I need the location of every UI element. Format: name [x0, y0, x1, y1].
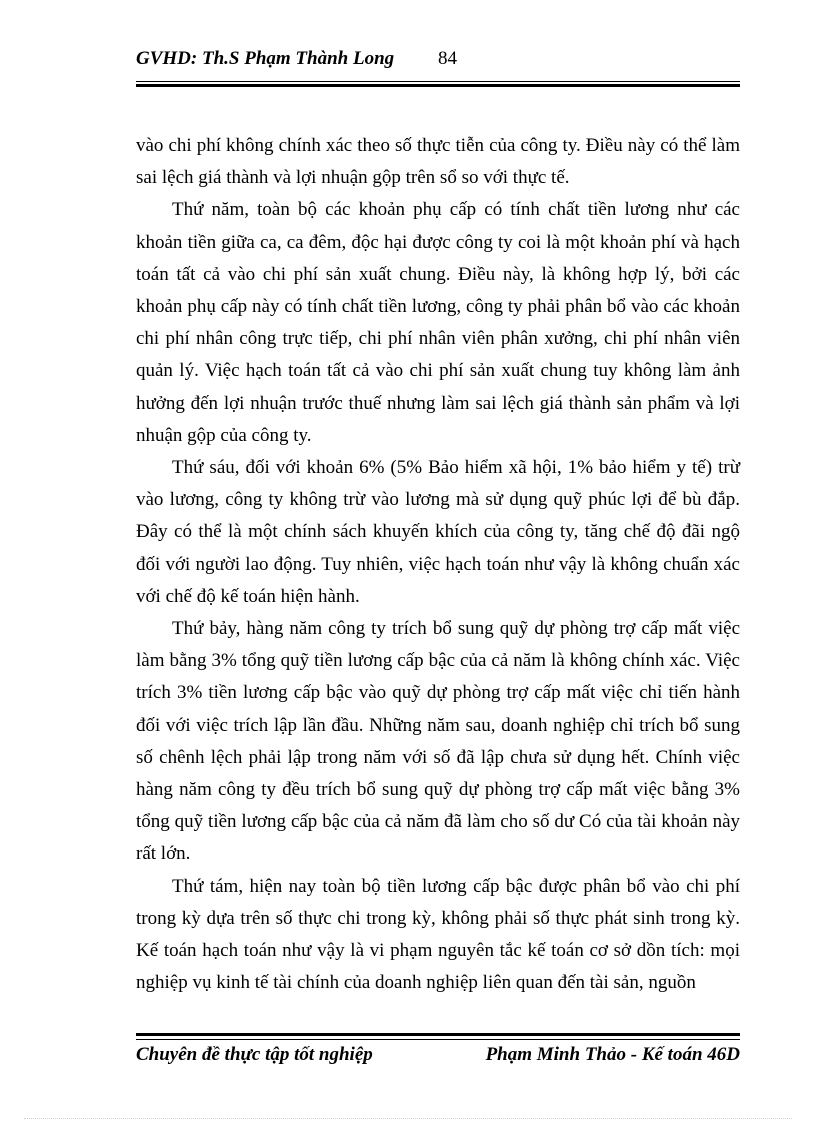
footer-rule-thick [136, 1033, 740, 1036]
paragraph-thu-tam: Thứ tám, hiện nay toàn bộ tiền lương cấp bậc được phân bổ vào chi phí trong kỳ dựa trên số thực chi trong kỳ, không phải số thực phát sinh trong kỳ. Kế toán hạch toán như vậy là vi phạm nguyên tắc kế toán cơ sở dồn tích: mọi nghiệp vụ kinh tế tài chính của doanh nghiệp liên quan đến tài sản, nguồn [136, 875, 740, 994]
header-supervisor: GVHD: Th.S Phạm Thành Long [136, 48, 395, 69]
paragraph-thu-sau: Thứ sáu, đối với khoản 6% (5% Bảo hiểm xã hội, 1% bảo hiểm y tế) trừ vào lương, công ty không trừ vào lương mà sử dụng quỹ phúc lợi để bù đắp. Đây có thể là một chính sách khuyến khích của công ty, tăng chế độ đãi ngộ đối với người lao động. Tuy nhiên, việc hạch toán như vậy là không chuẩn xác với chế độ kế toán hiện hành. [136, 457, 740, 607]
document-body [136, 130, 740, 999]
header-rule-thick [136, 84, 740, 87]
paragraph-thu-bay: Thứ bảy, hàng năm công ty trích bổ sung quỹ dự phòng trợ cấp mất việc làm bằng 3% tổng quỹ tiền lương cấp bậc của cả năm là không chính xác. Việc trích 3% tiền lương cấp bậc vào quỹ dự phòng trợ cấp mất việc chỉ tiến hành đối với việc trích lập lần đầu. Những năm sau, doanh nghiệp chỉ trích bổ sung số chênh lệch phải lập trong năm với số đã lập chưa sử dụng hết. Chính việc hàng năm công ty đều trích bổ sung quỹ dự phòng trợ cấp mất việc bằng 3% tổng quỹ tiền lương cấp bậc của cả năm đã làm cho số dư Có của tài khoản này rất lớn. [136, 618, 740, 865]
paragraph-continuation: vào chi phí không chính xác theo số thực tiễn của công ty. Điều này có thể làm sai lệch giá thành và lợi nhuận gộp trên sổ so với thực tế. [136, 135, 740, 189]
page-header [136, 48, 740, 72]
footer-author: Phạm Minh Thảo - Kế toán 46D [485, 1044, 740, 1065]
footer-rule-thin [136, 1039, 740, 1040]
page-bottom-border [24, 1118, 792, 1119]
footer-report-title: Chuyên đề thực tập tốt nghiệp [136, 1044, 373, 1065]
page-number: 84 [438, 48, 457, 69]
page-footer [136, 1044, 740, 1068]
header-rule-thin [136, 81, 740, 82]
paragraph-thu-nam: Thứ năm, toàn bộ các khoản phụ cấp có tính chất tiền lương như các khoản tiền giữa ca, ca đêm, độc hại được công ty coi là một khoản phí và hạch toán tất cả vào chi phí sản xuất chung. Điều này, là không hợp lý, bởi các khoản phụ cấp này có tính chất tiền lương, công ty phải phân bổ vào các khoản chi phí nhân công trực tiếp, chi phí nhân viên phân xưởng, chi phí nhân viên quản lý. Việc hạch toán tất cả vào chi phí sản xuất chung tuy không làm ảnh hưởng đến lợi nhuận trước thuế nhưng làm sai lệch giá thành sản phẩm và lợi nhuận gộp của công ty. [136, 199, 740, 446]
